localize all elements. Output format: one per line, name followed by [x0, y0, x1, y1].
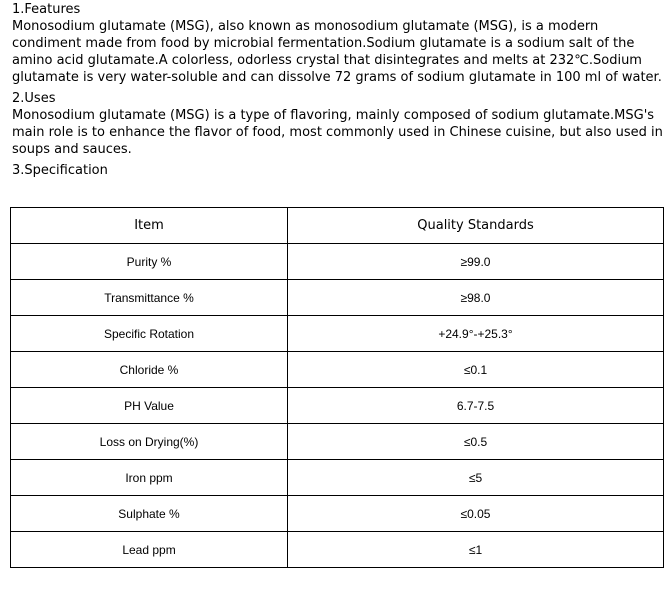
table-row: [11, 496, 664, 532]
standard-cell: ≥99.0: [288, 244, 664, 280]
standard-cell: ≤0.1: [288, 352, 664, 388]
standard-cell: +24.9°-+25.3°: [288, 316, 664, 352]
table-row: [11, 316, 664, 352]
item-cell: Specific Rotation: [11, 316, 288, 352]
table-row: [11, 388, 664, 424]
table-row: [11, 460, 664, 496]
item-cell: Iron ppm: [11, 460, 288, 496]
table-row: [11, 280, 664, 316]
uses-heading: 2.Uses: [12, 91, 56, 106]
features-heading: 1.Features: [12, 2, 81, 17]
standard-cell: 6.7-7.5: [288, 388, 664, 424]
table-row: [11, 244, 664, 280]
item-cell: Sulphate %: [11, 496, 288, 532]
column-header-item: Item: [11, 208, 288, 244]
table-header-row: [11, 208, 664, 244]
column-header-quality-standards: Quality Standards: [288, 208, 664, 244]
standard-cell: ≤0.5: [288, 424, 664, 460]
item-cell: Transmittance %: [11, 280, 288, 316]
standard-cell: ≤1: [288, 532, 664, 568]
specification-table: [10, 207, 664, 568]
table-row: [11, 352, 664, 388]
item-cell: Chloride %: [11, 352, 288, 388]
standard-cell: ≤0.05: [288, 496, 664, 532]
item-cell: Lead ppm: [11, 532, 288, 568]
standard-cell: ≥98.0: [288, 280, 664, 316]
standard-cell: ≤5: [288, 460, 664, 496]
table-row: [11, 532, 664, 568]
specification-heading: 3.Specification: [12, 163, 108, 178]
item-cell: Loss on Drying(%): [11, 424, 288, 460]
item-cell: Purity %: [11, 244, 288, 280]
features-paragraph: Monosodium glutamate (MSG), also known as monosodium glutamate (MSG), is a modern condiment made from food by microbial fermentation.Sodium glutamate is a sodium salt of the amino acid glutamate.A colorless, odorless crystal that disintegrates and melts at 232℃.Sodium glutamate is very water-soluble and can dissolve 72 grams of sodium glutamate in 100 ml of water.: [12, 19, 662, 85]
document-body: [12, 1, 664, 179]
table-row: [11, 424, 664, 460]
item-cell: PH Value: [11, 388, 288, 424]
uses-paragraph: Monosodium glutamate (MSG) is a type of flavoring, mainly composed of sodium glutamate.MSG's main role is to enhance the flavor of food, most commonly used in Chinese cuisine, but also used in soups and sauces.: [12, 108, 663, 157]
